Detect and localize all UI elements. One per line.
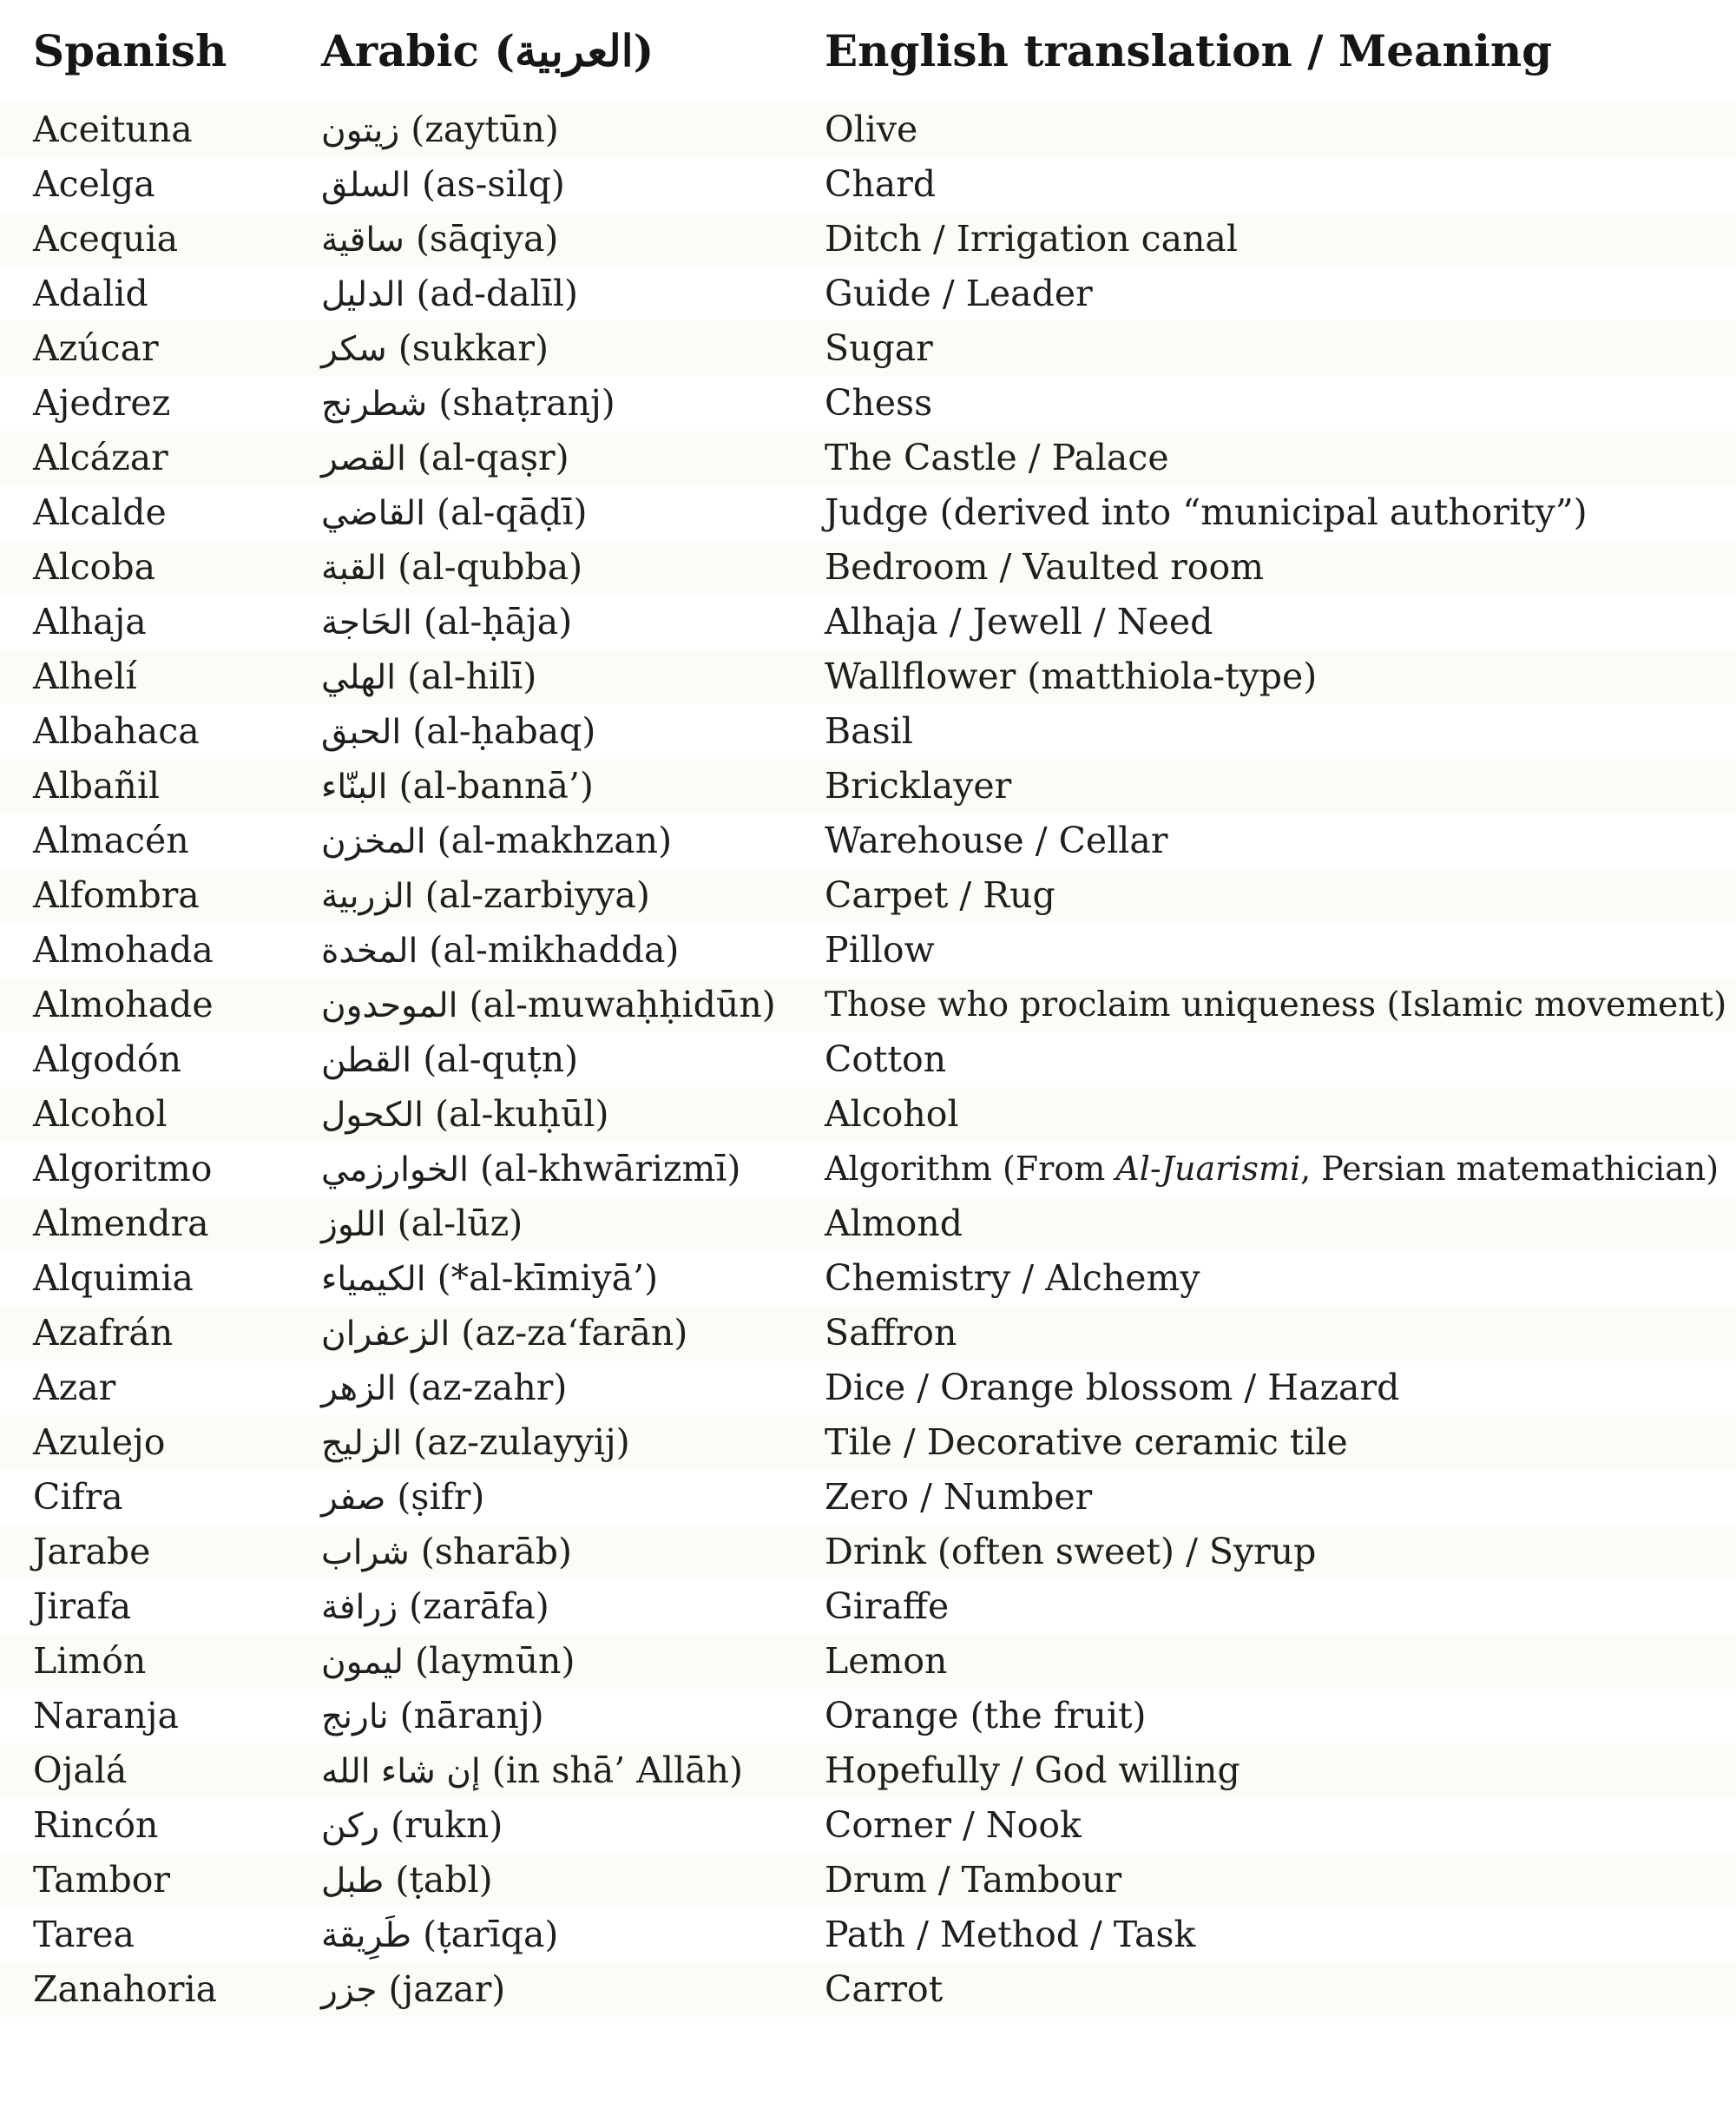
- english-meaning: Drum / Tambour: [825, 1859, 1122, 1901]
- transliteration: (rukn): [391, 1804, 503, 1846]
- transliteration: (az-zahr): [407, 1367, 568, 1408]
- arabic-script: الحَاجة: [321, 603, 412, 642]
- spanish-word: Alcoba: [33, 546, 156, 588]
- transliteration: (sukkar): [398, 327, 549, 369]
- english-meaning: Saffron: [825, 1312, 957, 1354]
- transliteration: (al-ḥabaq): [412, 710, 596, 752]
- arabic-cell: [321, 1415, 630, 1471]
- spanish-word: Cifra: [33, 1476, 123, 1518]
- spanish-word: Rincón: [33, 1804, 159, 1846]
- arabic-cell: [321, 1196, 523, 1252]
- arabic-script: سكر: [321, 330, 387, 369]
- english-meaning: Carpet / Rug: [825, 874, 1055, 916]
- english-meaning: Cotton: [825, 1038, 947, 1080]
- transliteration: (shaṭranj): [438, 382, 615, 424]
- transliteration: (az-zulayyij): [413, 1421, 630, 1463]
- english-meaning: Chemistry / Alchemy: [825, 1257, 1200, 1299]
- transliteration: (nāranj): [399, 1695, 544, 1736]
- arabic-script: الهلي: [321, 658, 397, 697]
- arabic-cell: [321, 1579, 549, 1635]
- arabic-script: طَرِيقة: [321, 1916, 412, 1955]
- transliteration: (al-bannā’): [398, 765, 594, 807]
- table-header: [0, 0, 1736, 102]
- english-meaning: Lemon: [825, 1640, 948, 1682]
- english-meaning: Zero / Number: [825, 1476, 1093, 1518]
- arabic-script: الزعفران: [321, 1315, 450, 1354]
- transliteration: (al-kuḥūl): [434, 1093, 609, 1135]
- spanish-word: Almendra: [33, 1203, 209, 1244]
- spanish-word: Algodón: [33, 1038, 181, 1080]
- transliteration: (al-quṭn): [423, 1038, 579, 1080]
- table-row: [0, 1306, 1736, 1361]
- arabic-cell: [321, 923, 679, 979]
- english-meaning: Chess: [825, 382, 933, 424]
- table-row: [0, 923, 1736, 978]
- transliteration: (al-qubba): [398, 546, 583, 588]
- english-meaning: Giraffe: [825, 1585, 950, 1627]
- spanish-word: Albañil: [33, 765, 161, 807]
- meaning-text: Algorithm (From: [825, 1150, 1116, 1188]
- arabic-script: صفر: [321, 1479, 386, 1518]
- transliteration: (zarāfa): [409, 1585, 549, 1627]
- english-meaning: Sugar: [825, 327, 933, 369]
- arabic-cell: [321, 1470, 484, 1525]
- spanish-word: Almacén: [33, 820, 189, 861]
- arabic-script: الزهر: [321, 1369, 397, 1408]
- transliteration: (al-muwaḥḥidūn): [469, 984, 776, 1025]
- english-meaning: Guide / Leader: [825, 273, 1093, 314]
- spanish-word: Alquimia: [33, 1257, 194, 1299]
- table-row: [0, 649, 1736, 704]
- arabic-script: جزر: [321, 1971, 378, 2010]
- arabic-script: ليمون: [321, 1643, 404, 1682]
- spanish-word: Alhelí: [33, 656, 137, 697]
- transliteration: (laymūn): [415, 1640, 575, 1682]
- arabic-script: ركن: [321, 1807, 380, 1846]
- arabic-script: شطرنج: [321, 385, 428, 424]
- english-meaning: Pillow: [825, 929, 935, 971]
- spanish-word: Alcohol: [33, 1093, 168, 1135]
- spanish-word: Ajedrez: [33, 382, 171, 424]
- transliteration: (al-hilī): [407, 656, 537, 697]
- table-row: [0, 540, 1736, 595]
- arabic-cell: [321, 376, 615, 432]
- english-meaning: Alcohol: [825, 1093, 959, 1135]
- english-meaning: Olive: [825, 109, 918, 150]
- english-meaning: Bricklayer: [825, 765, 1012, 807]
- spanish-word: Albahaca: [33, 710, 200, 752]
- spanish-word: Jarabe: [33, 1531, 151, 1572]
- arabic-cell: [321, 1853, 493, 1908]
- table-row: [0, 376, 1736, 431]
- arabic-script: ساقية: [321, 221, 404, 260]
- spanish-word: Azar: [33, 1367, 116, 1408]
- spanish-word: Naranja: [33, 1695, 179, 1736]
- spanish-word: Limón: [33, 1640, 147, 1682]
- arabic-cell: [321, 1908, 558, 1963]
- table-row: [0, 759, 1736, 814]
- english-meaning: Those who proclaim uniqueness (Islamic movement): [825, 985, 1727, 1025]
- transliteration: (as-silq): [422, 163, 565, 205]
- table-row: [0, 1415, 1736, 1470]
- english-meaning: Wallflower (matthiola-type): [825, 656, 1318, 697]
- header-spanish: Spanish: [33, 25, 227, 76]
- table-row: [0, 814, 1736, 868]
- table-row: [0, 1142, 1736, 1196]
- arabic-script: السلق: [321, 166, 411, 205]
- table-row: [0, 267, 1736, 321]
- english-meaning: Ditch / Irrigation canal: [825, 218, 1238, 260]
- arabic-cell: [321, 267, 578, 322]
- arabic-script: الموحدون: [321, 986, 458, 1025]
- spanish-word: Acequia: [33, 218, 179, 260]
- transliteration: (al-qāḍī): [437, 491, 588, 533]
- arabic-cell: [321, 1087, 609, 1143]
- table-row: [0, 1798, 1736, 1853]
- english-meaning: Orange (the fruit): [825, 1695, 1147, 1736]
- arabic-cell: [321, 321, 549, 377]
- arabic-script: القبة: [321, 549, 387, 588]
- arabic-cell: [321, 102, 559, 158]
- spanish-word: Tarea: [33, 1914, 135, 1955]
- table-row: [0, 102, 1736, 157]
- spanish-word: Adalid: [33, 273, 148, 314]
- spanish-word: Alfombra: [33, 874, 200, 916]
- arabic-cell: [321, 1361, 567, 1416]
- english-meaning: Dice / Orange blossom / Hazard: [825, 1367, 1400, 1408]
- arabic-cell: [321, 1142, 741, 1197]
- transliteration: (al-lūz): [397, 1203, 523, 1244]
- table-row: [0, 431, 1736, 485]
- transliteration: (*al-kīmiyā’): [437, 1257, 659, 1299]
- arabic-cell: [321, 1689, 544, 1744]
- english-meaning: Alhaja / Jewell / Need: [825, 601, 1213, 642]
- spanish-word: Alcázar: [33, 437, 168, 478]
- table-row: [0, 1743, 1736, 1798]
- table-row: [0, 1196, 1736, 1251]
- transliteration: (ad-dalīl): [416, 273, 578, 314]
- arabic-cell: [321, 1634, 575, 1690]
- table-row: [0, 1689, 1736, 1743]
- english-meaning: Bedroom / Vaulted room: [825, 546, 1265, 588]
- table-row: [0, 157, 1736, 212]
- spanish-word: Azúcar: [33, 327, 159, 369]
- spanish-word: Alhaja: [33, 601, 147, 642]
- arabic-script: الخوارزمي: [321, 1150, 469, 1189]
- table-row: [0, 1853, 1736, 1908]
- spanish-word: Almohade: [33, 984, 214, 1025]
- table-row: [0, 321, 1736, 376]
- table-row: [0, 1962, 1736, 2017]
- english-meaning: Hopefully / God willing: [825, 1749, 1240, 1791]
- arabic-script: الزربية: [321, 877, 414, 916]
- english-meaning: Tile / Decorative ceramic tile: [825, 1421, 1348, 1463]
- arabic-script: الدليل: [321, 275, 405, 314]
- spanish-word: Acelga: [33, 163, 155, 205]
- arabic-script: المخدة: [321, 932, 418, 971]
- arabic-script: الزليج: [321, 1424, 403, 1463]
- table-row: [0, 1087, 1736, 1142]
- transliteration: (sharāb): [420, 1531, 572, 1572]
- arabic-script: نارنج: [321, 1697, 389, 1736]
- english-meaning: The Castle / Palace: [825, 437, 1169, 478]
- table-row: [0, 868, 1736, 923]
- spanish-word: Algoritmo: [33, 1148, 213, 1189]
- table-row: [0, 1634, 1736, 1689]
- transliteration: (jazar): [388, 1968, 506, 2010]
- table-row: [0, 1579, 1736, 1634]
- spanish-word: Azafrán: [33, 1312, 174, 1354]
- transliteration: (az-za‘farān): [461, 1312, 688, 1354]
- arabic-cell: [321, 595, 572, 650]
- arabic-cell: [321, 814, 672, 869]
- arabic-cell: [321, 431, 569, 486]
- header-arabic: Arabic (العربية): [321, 25, 654, 76]
- spanish-word: Jirafa: [33, 1585, 132, 1627]
- transliteration: (ṭabl): [395, 1859, 493, 1901]
- arabic-cell: [321, 704, 595, 760]
- table-row: [0, 595, 1736, 649]
- transliteration: (al-ḥāja): [423, 601, 573, 642]
- arabic-script: الحبق: [321, 713, 402, 752]
- header-english: English translation / Meaning: [825, 25, 1553, 76]
- arabic-cell: [321, 540, 582, 596]
- table-row: [0, 1251, 1736, 1306]
- table-row: [0, 1361, 1736, 1415]
- arabic-script: إن شاء الله: [321, 1752, 481, 1791]
- arabic-cell: [321, 1798, 503, 1854]
- arabic-cell: [321, 1962, 505, 2018]
- arabic-cell: [321, 485, 587, 541]
- table-row: [0, 1032, 1736, 1087]
- transliteration: (zaytūn): [411, 109, 559, 150]
- arabic-cell: [321, 212, 558, 267]
- table-body: [0, 102, 1736, 2017]
- table-row: [0, 978, 1736, 1032]
- arabic-cell: [321, 978, 776, 1033]
- arabic-cell: [321, 1251, 658, 1307]
- transliteration: (in shā’ Allāh): [491, 1749, 743, 1791]
- spanish-word: Ojalá: [33, 1749, 128, 1791]
- arabic-cell: [321, 1032, 578, 1088]
- arabic-script: الكيمياء: [321, 1260, 426, 1299]
- transliteration: (al-khwārizmī): [480, 1148, 741, 1189]
- spanish-word: Tambor: [33, 1859, 171, 1901]
- arabic-script: القصر: [321, 439, 406, 478]
- arabic-cell: [321, 157, 565, 213]
- arabic-cell: [321, 1525, 572, 1580]
- transliteration: (al-makhzan): [437, 820, 673, 861]
- arabic-script: زرافة: [321, 1588, 398, 1627]
- spanish-word: Zanahoria: [33, 1968, 218, 2010]
- transliteration: (sāqiya): [415, 218, 559, 260]
- transliteration: (ṭarīqa): [423, 1914, 559, 1955]
- english-meaning: [825, 1142, 1719, 1196]
- spanish-word: Azulejo: [33, 1421, 166, 1463]
- table-row: [0, 212, 1736, 267]
- english-meaning: Corner / Nook: [825, 1804, 1082, 1846]
- english-meaning: Path / Method / Task: [825, 1914, 1196, 1955]
- table-row: [0, 1908, 1736, 1962]
- english-meaning: Basil: [825, 710, 913, 752]
- arabic-cell: [321, 868, 650, 924]
- spanish-word: Alcalde: [33, 491, 167, 533]
- arabic-script: الكحول: [321, 1096, 424, 1135]
- english-meaning: Judge (derived into “municipal authority”): [825, 491, 1588, 533]
- english-meaning: Chard: [825, 163, 937, 205]
- spanish-word: Aceituna: [33, 109, 193, 150]
- arabic-script: اللوز: [321, 1205, 386, 1244]
- table-row: [0, 1470, 1736, 1525]
- meaning-italic: Al-Juarismi: [1115, 1150, 1301, 1188]
- transliteration: (al-zarbiyya): [424, 874, 650, 916]
- table-row: [0, 704, 1736, 759]
- meaning-text: , Persian matemathician): [1300, 1150, 1720, 1188]
- spanish-word: Almohada: [33, 929, 214, 971]
- arabic-cell: [321, 649, 536, 705]
- arabic-script: المخزن: [321, 822, 426, 861]
- arabic-cell: [321, 1306, 687, 1361]
- english-meaning: Carrot: [825, 1968, 944, 2010]
- table-row: [0, 485, 1736, 540]
- arabic-script: شراب: [321, 1533, 410, 1572]
- arabic-script: زيتون: [321, 111, 400, 150]
- transliteration: (al-mikhadda): [429, 929, 680, 971]
- english-meaning: Almond: [825, 1203, 963, 1244]
- arabic-script: القطن: [321, 1041, 412, 1080]
- arabic-cell: [321, 759, 594, 814]
- arabic-script: البنّاء: [321, 768, 388, 807]
- arabic-cell: [321, 1743, 743, 1799]
- arabic-script: طبل: [321, 1861, 385, 1901]
- transliteration: (al-qaṣr): [417, 437, 569, 478]
- arabic-script: القاضي: [321, 494, 425, 533]
- transliteration: (ṣifr): [397, 1476, 485, 1518]
- english-meaning: Drink (often sweet) / Syrup: [825, 1531, 1317, 1572]
- table-row: [0, 1525, 1736, 1579]
- english-meaning: Warehouse / Cellar: [825, 820, 1168, 861]
